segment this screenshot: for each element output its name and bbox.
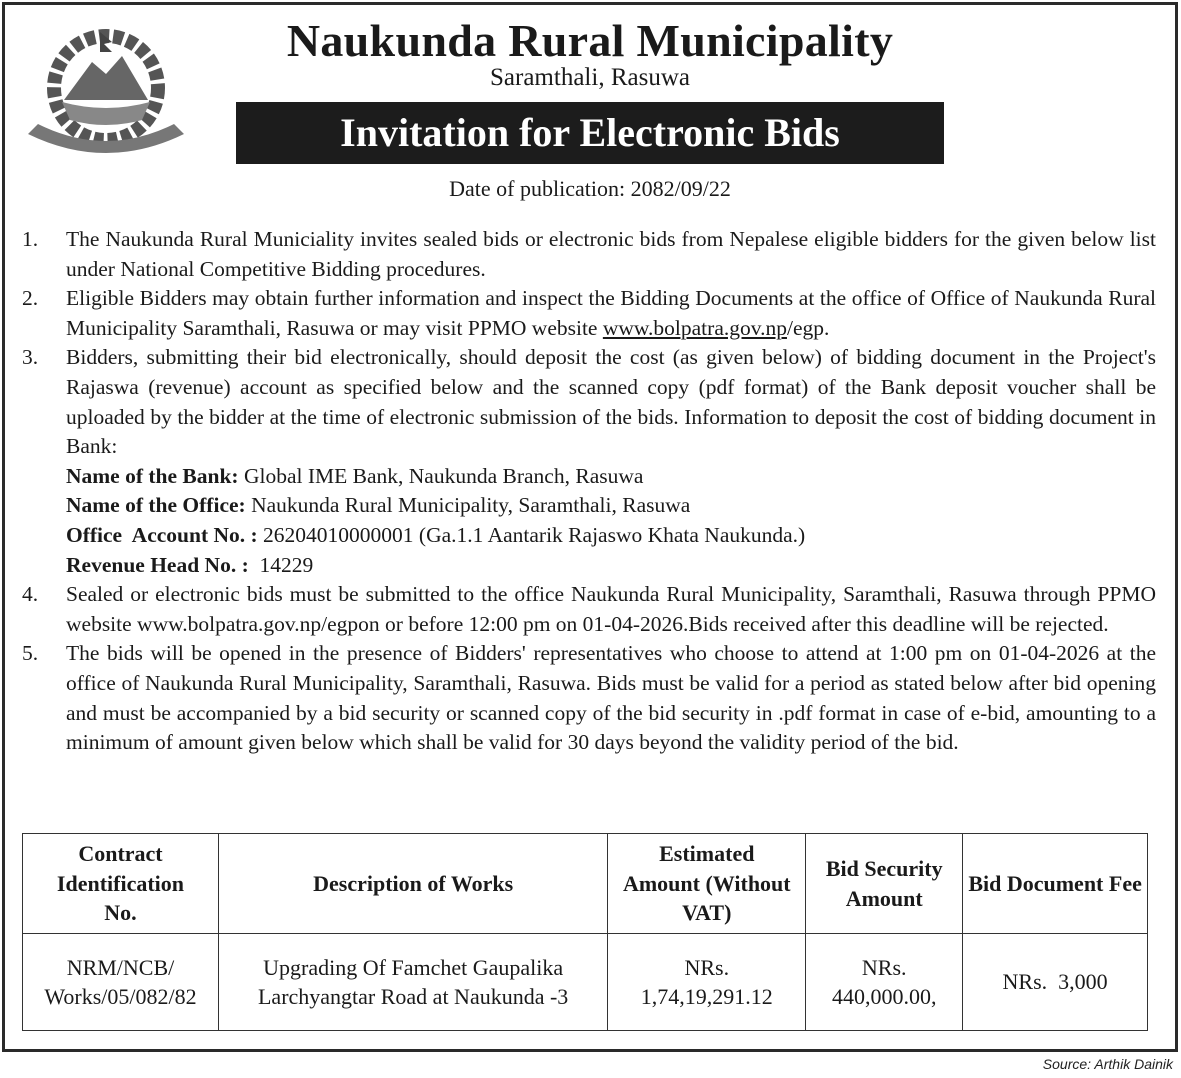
item-number: 2. <box>22 286 39 311</box>
office-value: Naukunda Rural Municipality, Saramthali, Rasuwa <box>245 493 691 518</box>
work-description: Upgrading Of Famchet Gaupalika Larchyangtar Road at Naukunda -3 <box>218 934 607 1031</box>
item-text: Sealed or electronic bids must be submitted to the office Naukunda Rural Municipality, Saramthali, Rasuwa through PPMO website www.bolpatra.gov.np/egpon or before 12:00 pm on 01-04-2026.Bids received after this deadline will be rejected. <box>66 582 1156 636</box>
contract-id: NRM/NCB/ Works/05/082/82 <box>23 934 219 1031</box>
office-label: Name of the Office: <box>66 493 246 518</box>
list-item <box>22 580 1156 639</box>
estimated-amount: NRs. 1,74,19,291.12 <box>608 934 806 1031</box>
bank-label: Name of the Bank: <box>66 463 239 488</box>
contract-table <box>22 833 1148 1031</box>
account-label: Office Account No. : <box>66 522 258 547</box>
notice-list <box>22 225 1156 758</box>
list-item <box>22 343 1156 580</box>
publication-date: Date of publication: 2082/09/22 <box>449 176 731 201</box>
col-header: Contract Identification No. <box>23 834 219 934</box>
col-header: Bid Document Fee <box>963 834 1148 934</box>
item-number: 4. <box>22 582 39 607</box>
table-header-row <box>23 834 1148 934</box>
item-text: The bids will be opened in the presence of Bidders' representatives who choose to attend at 1:00 pm on 01-04-2026 at the office of Naukunda Rural Municipality, Saramthali, Rasuwa. Bids must be valid for a period as stated below after bid opening and must be accompanied by a bid security or scanned copy of the bid security in .pdf format in case of e-bid, amounting to a minimum of amount given below which shall be valid for 30 days beyond the validity period of the bid. <box>66 641 1156 755</box>
ppmo-link[interactable]: www.bolpatra.gov.np <box>602 315 787 340</box>
col-header: Description of Works <box>218 834 607 934</box>
item-text: Eligible Bidders may obtain further information and inspect the Bidding Documents at the office of Office of Naukunda Rural Municipality Saramthali, Rasuwa or may visit PPMO website <box>66 286 1156 340</box>
revenue-label: Revenue Head No. : <box>66 552 249 577</box>
bank-value: Global IME Bank, Naukunda Branch, Rasuwa <box>238 463 644 488</box>
item-text: The Naukunda Rural Municiality invites sealed bids or electronic bids from Nepalese eligible bidders for the given below list under National Competitive Bidding procedures. <box>66 227 1156 281</box>
account-value: 26204010000001 (Ga.1.1 Aantarik Rajaswo Khata Naukunda.) <box>257 522 806 547</box>
revenue-value: 14229 <box>248 552 314 577</box>
list-item <box>22 284 1156 343</box>
source-credit: Source: Arthik Dainik <box>1042 1056 1173 1072</box>
item-number: 1. <box>22 227 39 251</box>
col-header: Bid Security Amount <box>806 834 963 934</box>
page-title: Naukunda Rural Municipality <box>286 15 894 66</box>
nepal-emblem-logo <box>22 22 190 162</box>
list-item <box>22 225 1156 284</box>
subtitle: Saramthali, Rasuwa <box>490 64 690 91</box>
bid-document-fee: NRs. 3,000 <box>963 934 1148 1031</box>
bid-security-amount: NRs. 440,000.00, <box>806 934 963 1031</box>
item-number: 3. <box>22 345 39 370</box>
item-number: 5. <box>22 641 39 666</box>
col-header: Estimated Amount (Without VAT) <box>608 834 806 934</box>
list-item <box>22 639 1156 757</box>
table-row <box>23 934 1148 1031</box>
banner-heading: Invitation for Electronic Bids <box>236 102 944 164</box>
item-text: Bidders, submitting their bid electronically, should deposit the cost (as given below) of bidding document in the Project's Rajaswa (revenue) account as specified below and the scanned copy (pdf format) of the Bank deposit voucher shall be uploaded by the bidder at the time of electronic submission of the bids. Information to deposit the cost of bidding document in Bank: <box>66 345 1156 459</box>
item-text: /egp. <box>786 315 830 340</box>
